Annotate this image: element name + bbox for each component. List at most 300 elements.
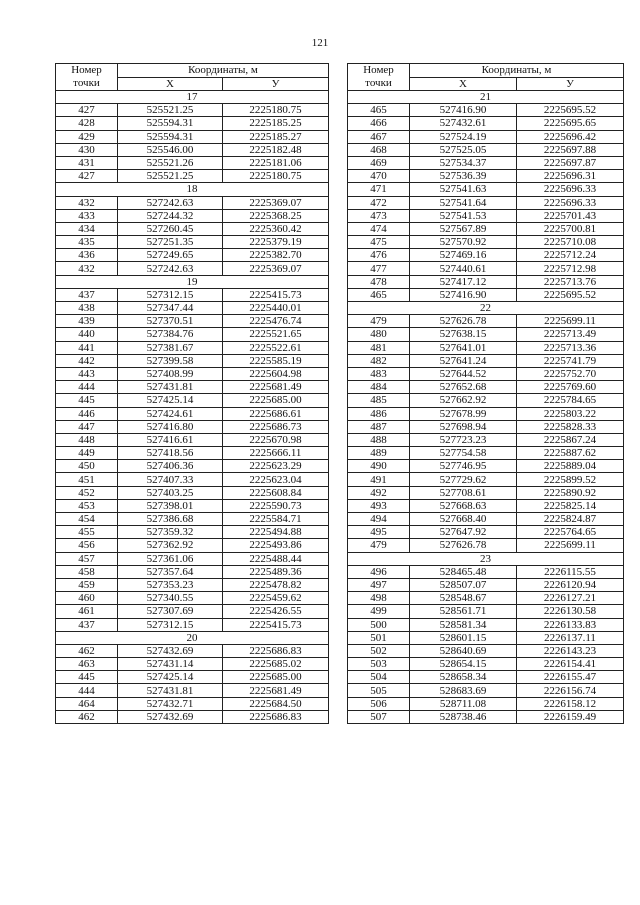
table-row <box>348 236 624 249</box>
x-coordinate-cell: 527416.80 <box>118 420 223 433</box>
point-number-cell: 499 <box>348 605 410 618</box>
x-coordinate-cell: 527424.61 <box>118 407 223 420</box>
x-coordinate-cell: 528711.08 <box>410 697 517 710</box>
point-number-cell: 456 <box>56 539 118 552</box>
table-row <box>56 170 329 183</box>
point-number-cell: 500 <box>348 618 410 631</box>
x-coordinate-cell: 527386.68 <box>118 513 223 526</box>
y-coordinate-cell: 2225685.00 <box>223 671 329 684</box>
x-coordinate-cell: 527432.69 <box>118 710 223 723</box>
y-coordinate-cell: 2225697.87 <box>517 156 624 169</box>
x-coordinate-cell: 525594.31 <box>118 117 223 130</box>
x-coordinate-cell: 527416.90 <box>410 288 517 301</box>
table-row <box>348 618 624 631</box>
x-coordinate-cell: 527662.92 <box>410 394 517 407</box>
table-row <box>348 341 624 354</box>
point-number-header <box>348 64 410 91</box>
table-row <box>56 552 329 565</box>
x-coordinate-cell: 528581.34 <box>410 618 517 631</box>
point-number-cell: 481 <box>348 341 410 354</box>
table-row <box>348 420 624 433</box>
table-row <box>56 328 329 341</box>
point-number-cell: 438 <box>56 302 118 315</box>
point-number-cell: 465 <box>348 288 410 301</box>
y-coordinate-cell: 2225686.61 <box>223 407 329 420</box>
point-number-cell: 504 <box>348 671 410 684</box>
point-number-cell: 461 <box>56 605 118 618</box>
y-coordinate-cell: 2225670.98 <box>223 433 329 446</box>
table-row <box>348 565 624 578</box>
x-coordinate-cell: 527729.62 <box>410 473 517 486</box>
table-row <box>348 288 624 301</box>
x-coordinate-cell: 527425.14 <box>118 671 223 684</box>
x-coordinate-cell: 527678.99 <box>410 407 517 420</box>
point-number-cell: 490 <box>348 460 410 473</box>
header-row <box>56 64 329 78</box>
y-coordinate-cell: 2225887.62 <box>517 447 624 460</box>
point-number-cell: 444 <box>56 381 118 394</box>
y-coordinate-cell: 2225695.65 <box>517 117 624 130</box>
point-number-cell: 469 <box>348 156 410 169</box>
point-number-cell: 430 <box>56 143 118 156</box>
x-coordinate-cell: 527644.52 <box>410 367 517 380</box>
group-row <box>56 183 329 196</box>
y-coordinate-cell: 2225459.62 <box>223 592 329 605</box>
table-row <box>56 460 329 473</box>
x-coordinate-cell: 527403.25 <box>118 486 223 499</box>
x-coordinate-cell: 525546.00 <box>118 143 223 156</box>
table-row <box>348 262 624 275</box>
y-coordinate-cell: 2226156.74 <box>517 684 624 697</box>
table-row <box>56 156 329 169</box>
table-row <box>348 328 624 341</box>
x-coordinate-cell: 527431.81 <box>118 381 223 394</box>
point-number-cell: 485 <box>348 394 410 407</box>
point-number-cell: 479 <box>348 315 410 328</box>
point-number-cell: 451 <box>56 473 118 486</box>
x-coordinate-cell: 527432.69 <box>118 644 223 657</box>
x-coordinate-cell: 527406.36 <box>118 460 223 473</box>
y-coordinate-cell: 2225890.92 <box>517 486 624 499</box>
table-row <box>56 420 329 433</box>
x-coordinate-cell: 527431.81 <box>118 684 223 697</box>
table-row <box>56 539 329 552</box>
y-coordinate-cell: 2225379.19 <box>223 236 329 249</box>
table-row <box>56 526 329 539</box>
y-coordinate-cell: 2225764.65 <box>517 526 624 539</box>
y-coordinate-cell: 2225784.65 <box>517 394 624 407</box>
group-number: 18 <box>56 183 329 196</box>
x-coordinate-cell: 527626.78 <box>410 315 517 328</box>
x-coordinate-cell: 527359.32 <box>118 526 223 539</box>
x-coordinate-cell: 528465.48 <box>410 565 517 578</box>
y-coordinate-cell: 2225769.60 <box>517 381 624 394</box>
point-number-cell: 484 <box>348 381 410 394</box>
point-number-cell: 465 <box>348 104 410 117</box>
x-coordinate-cell: 527469.16 <box>410 249 517 262</box>
y-coordinate-cell: 2225699.11 <box>517 539 624 552</box>
x-coordinate-cell: 527754.58 <box>410 447 517 460</box>
x-coordinate-cell: 527698.94 <box>410 420 517 433</box>
point-number-cell: 505 <box>348 684 410 697</box>
table-row <box>348 196 624 209</box>
point-number-cell: 445 <box>56 394 118 407</box>
x-coordinate-cell: 527357.64 <box>118 565 223 578</box>
x-coordinate-cell: 527312.15 <box>118 618 223 631</box>
x-coordinate-cell: 528654.15 <box>410 658 517 671</box>
x-coordinate-cell: 527408.99 <box>118 367 223 380</box>
x-header: X <box>118 77 223 91</box>
x-coordinate-cell: 527541.64 <box>410 196 517 209</box>
y-coordinate-cell: 2225899.52 <box>517 473 624 486</box>
point-number-cell: 492 <box>348 486 410 499</box>
table-row <box>348 671 624 684</box>
table-row <box>56 605 329 618</box>
x-coordinate-cell: 527244.32 <box>118 209 223 222</box>
table-row <box>56 394 329 407</box>
y-coordinate-cell: 2225686.83 <box>223 710 329 723</box>
y-coordinate-cell: 2225828.33 <box>517 420 624 433</box>
x-coordinate-cell: 527652.68 <box>410 381 517 394</box>
x-coordinate-cell: 527431.14 <box>118 658 223 671</box>
x-coordinate-cell: 525521.25 <box>118 104 223 117</box>
point-number-cell: 501 <box>348 631 410 644</box>
point-number-cell: 458 <box>56 565 118 578</box>
point-number-cell: 480 <box>348 328 410 341</box>
table-row <box>348 209 624 222</box>
x-coordinate-cell: 527251.35 <box>118 236 223 249</box>
page-number: 121 <box>311 37 329 49</box>
table-row <box>56 684 329 697</box>
y-coordinate-cell: 2226130.58 <box>517 605 624 618</box>
x-coordinate-cell: 528640.69 <box>410 644 517 657</box>
x-coordinate-cell: 527361.06 <box>118 552 223 565</box>
table-row <box>56 473 329 486</box>
x-coordinate-cell: 527398.01 <box>118 499 223 512</box>
y-coordinate-cell: 2225584.71 <box>223 513 329 526</box>
y-header: У <box>223 77 329 91</box>
point-number-cell: 493 <box>348 499 410 512</box>
x-coordinate-cell: 527570.92 <box>410 236 517 249</box>
x-coordinate-cell: 527641.24 <box>410 354 517 367</box>
y-coordinate-cell: 2225824.87 <box>517 513 624 526</box>
y-coordinate-cell: 2225585.19 <box>223 354 329 367</box>
point-number-cell: 478 <box>348 275 410 288</box>
table-row <box>348 249 624 262</box>
table-row <box>348 275 624 288</box>
point-number-cell: 483 <box>348 367 410 380</box>
y-coordinate-cell: 2225686.73 <box>223 420 329 433</box>
point-number-cell: 495 <box>348 526 410 539</box>
y-coordinate-cell: 2225426.55 <box>223 605 329 618</box>
x-coordinate-cell: 527418.56 <box>118 447 223 460</box>
y-coordinate-cell: 2225713.36 <box>517 341 624 354</box>
y-header: У <box>517 77 624 91</box>
x-coordinate-cell: 528658.34 <box>410 671 517 684</box>
y-coordinate-cell: 2225489.36 <box>223 565 329 578</box>
left-table-body <box>56 64 329 724</box>
table-row <box>56 592 329 605</box>
point-number-cell: 498 <box>348 592 410 605</box>
x-coordinate-cell: 527249.65 <box>118 249 223 262</box>
y-coordinate-cell: 2225666.11 <box>223 447 329 460</box>
table-row <box>348 156 624 169</box>
table-row <box>348 513 624 526</box>
table-row <box>56 447 329 460</box>
x-coordinate-cell: 527399.58 <box>118 354 223 367</box>
point-number-cell: 470 <box>348 170 410 183</box>
y-coordinate-cell: 2226120.94 <box>517 578 624 591</box>
table-row <box>348 486 624 499</box>
table-row <box>56 117 329 130</box>
x-coordinate-cell: 527536.39 <box>410 170 517 183</box>
table-row <box>56 209 329 222</box>
point-number-cell: 467 <box>348 130 410 143</box>
table-row <box>348 592 624 605</box>
table-row <box>56 262 329 275</box>
x-coordinate-cell: 527260.45 <box>118 222 223 235</box>
point-number-cell: 497 <box>348 578 410 591</box>
table-row <box>348 539 624 552</box>
point-number-cell: 494 <box>348 513 410 526</box>
point-number-cell: 472 <box>348 196 410 209</box>
point-number-cell: 440 <box>56 328 118 341</box>
x-coordinate-cell: 527567.89 <box>410 222 517 235</box>
y-coordinate-cell: 2225713.49 <box>517 328 624 341</box>
y-coordinate-cell: 2225368.25 <box>223 209 329 222</box>
point-number-cell: 433 <box>56 209 118 222</box>
table-row <box>348 130 624 143</box>
y-coordinate-cell: 2225741.79 <box>517 354 624 367</box>
table-row <box>56 196 329 209</box>
point-number-cell: 427 <box>56 104 118 117</box>
x-coordinate-cell: 525594.31 <box>118 130 223 143</box>
group-number: 20 <box>56 631 329 644</box>
point-number-cell: 486 <box>348 407 410 420</box>
y-coordinate-cell: 2225712.98 <box>517 262 624 275</box>
table-row <box>56 104 329 117</box>
x-coordinate-cell: 527312.15 <box>118 288 223 301</box>
point-number-cell: 489 <box>348 447 410 460</box>
y-coordinate-cell: 2225710.08 <box>517 236 624 249</box>
x-coordinate-cell: 527641.01 <box>410 341 517 354</box>
y-coordinate-cell: 2225803.22 <box>517 407 624 420</box>
point-number-cell: 491 <box>348 473 410 486</box>
x-coordinate-cell: 527440.61 <box>410 262 517 275</box>
table-row <box>56 618 329 631</box>
point-number-header-line1: Номер <box>363 64 394 76</box>
y-coordinate-cell: 2225415.73 <box>223 618 329 631</box>
y-coordinate-cell: 2225521.65 <box>223 328 329 341</box>
y-coordinate-cell: 2225623.29 <box>223 460 329 473</box>
y-coordinate-cell: 2225686.83 <box>223 644 329 657</box>
table-row <box>348 578 624 591</box>
table-row <box>348 433 624 446</box>
x-coordinate-cell: 525521.26 <box>118 156 223 169</box>
point-number-cell: 477 <box>348 262 410 275</box>
y-coordinate-cell: 2225180.75 <box>223 104 329 117</box>
y-coordinate-cell: 2225382.70 <box>223 249 329 262</box>
y-coordinate-cell: 2225697.88 <box>517 143 624 156</box>
y-coordinate-cell: 2225712.24 <box>517 249 624 262</box>
point-number-cell: 432 <box>56 196 118 209</box>
y-coordinate-cell: 2226133.83 <box>517 618 624 631</box>
point-number-cell: 444 <box>56 684 118 697</box>
table-row <box>348 381 624 394</box>
y-coordinate-cell: 2225696.33 <box>517 183 624 196</box>
y-coordinate-cell: 2225867.24 <box>517 433 624 446</box>
x-coordinate-cell: 527746.95 <box>410 460 517 473</box>
table-row <box>56 407 329 420</box>
point-number-cell: 506 <box>348 697 410 710</box>
point-number-header <box>56 64 118 91</box>
y-coordinate-cell: 2225700.81 <box>517 222 624 235</box>
x-coordinate-cell: 527425.14 <box>118 394 223 407</box>
point-number-cell: 466 <box>348 117 410 130</box>
x-coordinate-cell: 527668.63 <box>410 499 517 512</box>
y-coordinate-cell: 2225685.00 <box>223 394 329 407</box>
x-coordinate-cell: 527242.63 <box>118 262 223 275</box>
group-row <box>348 91 624 104</box>
y-coordinate-cell: 2225825.14 <box>517 499 624 512</box>
table-row <box>56 354 329 367</box>
y-coordinate-cell: 2225681.49 <box>223 684 329 697</box>
table-row <box>348 117 624 130</box>
table-row <box>56 710 329 723</box>
coordinates-table-right <box>347 63 624 724</box>
point-number-cell: 507 <box>348 710 410 723</box>
point-number-cell: 464 <box>56 697 118 710</box>
point-number-cell: 471 <box>348 183 410 196</box>
x-coordinate-cell: 527307.69 <box>118 605 223 618</box>
table-row <box>348 499 624 512</box>
point-number-cell: 429 <box>56 130 118 143</box>
x-coordinate-cell: 527668.40 <box>410 513 517 526</box>
y-coordinate-cell: 2225590.73 <box>223 499 329 512</box>
table-row <box>56 381 329 394</box>
table-row <box>56 433 329 446</box>
table-row <box>56 315 329 328</box>
table-row <box>348 605 624 618</box>
point-number-header-line2: точки <box>365 77 392 89</box>
y-coordinate-cell: 2225478.82 <box>223 578 329 591</box>
x-coordinate-cell: 527525.05 <box>410 143 517 156</box>
group-number: 22 <box>348 302 624 315</box>
table-row <box>56 513 329 526</box>
point-number-cell: 453 <box>56 499 118 512</box>
point-number-cell: 487 <box>348 420 410 433</box>
table-row <box>56 671 329 684</box>
point-number-cell: 462 <box>56 644 118 657</box>
y-coordinate-cell: 2225440.01 <box>223 302 329 315</box>
point-number-cell: 445 <box>56 671 118 684</box>
x-coordinate-cell: 527708.61 <box>410 486 517 499</box>
table-row <box>348 526 624 539</box>
table-row <box>348 407 624 420</box>
y-coordinate-cell: 2225696.42 <box>517 130 624 143</box>
point-number-cell: 462 <box>56 710 118 723</box>
y-coordinate-cell: 2225476.74 <box>223 315 329 328</box>
table-row <box>348 104 624 117</box>
x-coordinate-cell: 527723.23 <box>410 433 517 446</box>
point-number-cell: 454 <box>56 513 118 526</box>
table-row <box>348 644 624 657</box>
y-coordinate-cell: 2225696.31 <box>517 170 624 183</box>
y-coordinate-cell: 2225522.61 <box>223 341 329 354</box>
x-coordinate-cell: 528601.15 <box>410 631 517 644</box>
point-number-cell: 449 <box>56 447 118 460</box>
y-coordinate-cell: 2225369.07 <box>223 262 329 275</box>
table-row <box>348 183 624 196</box>
x-coordinate-cell: 527416.90 <box>410 104 517 117</box>
point-number-cell: 452 <box>56 486 118 499</box>
x-coordinate-cell: 527242.63 <box>118 196 223 209</box>
y-coordinate-cell: 2225494.88 <box>223 526 329 539</box>
table-row <box>56 288 329 301</box>
table-row <box>348 658 624 671</box>
y-coordinate-cell: 2225713.76 <box>517 275 624 288</box>
group-row <box>56 631 329 644</box>
coordinates-header: Координаты, м <box>410 64 624 78</box>
table-row <box>348 710 624 723</box>
point-number-cell: 428 <box>56 117 118 130</box>
x-coordinate-cell: 525521.25 <box>118 170 223 183</box>
table-row <box>348 315 624 328</box>
table-row <box>56 367 329 380</box>
coordinates-header: Координаты, м <box>118 64 329 78</box>
table-row <box>348 222 624 235</box>
x-coordinate-cell: 527638.15 <box>410 328 517 341</box>
y-coordinate-cell: 2225685.02 <box>223 658 329 671</box>
y-coordinate-cell: 2225623.04 <box>223 473 329 486</box>
point-number-cell: 468 <box>348 143 410 156</box>
table-row <box>56 486 329 499</box>
group-number: 17 <box>56 91 329 104</box>
point-number-cell: 437 <box>56 288 118 301</box>
x-coordinate-cell: 527524.19 <box>410 130 517 143</box>
group-row <box>348 302 624 315</box>
y-coordinate-cell: 2225695.52 <box>517 288 624 301</box>
table-row <box>348 143 624 156</box>
y-coordinate-cell: 2225889.04 <box>517 460 624 473</box>
y-coordinate-cell: 2226115.55 <box>517 565 624 578</box>
point-number-cell: 463 <box>56 658 118 671</box>
point-number-cell: 432 <box>56 262 118 275</box>
table-row <box>56 697 329 710</box>
point-number-cell: 459 <box>56 578 118 591</box>
point-number-cell: 450 <box>56 460 118 473</box>
x-coordinate-cell: 527362.92 <box>118 539 223 552</box>
x-coordinate-cell: 527417.12 <box>410 275 517 288</box>
table-row <box>348 473 624 486</box>
y-coordinate-cell: 2226155.47 <box>517 671 624 684</box>
point-number-cell: 482 <box>348 354 410 367</box>
x-coordinate-cell: 527353.23 <box>118 578 223 591</box>
point-number-cell: 427 <box>56 170 118 183</box>
y-coordinate-cell: 2226158.12 <box>517 697 624 710</box>
group-number: 23 <box>348 552 624 565</box>
x-coordinate-cell: 527626.78 <box>410 539 517 552</box>
y-coordinate-cell: 2225701.43 <box>517 209 624 222</box>
table-row <box>348 460 624 473</box>
point-number-cell: 475 <box>348 236 410 249</box>
point-number-cell: 436 <box>56 249 118 262</box>
table-row <box>348 684 624 697</box>
point-number-cell: 437 <box>56 618 118 631</box>
x-coordinate-cell: 528561.71 <box>410 605 517 618</box>
point-number-cell: 431 <box>56 156 118 169</box>
point-number-cell: 448 <box>56 433 118 446</box>
